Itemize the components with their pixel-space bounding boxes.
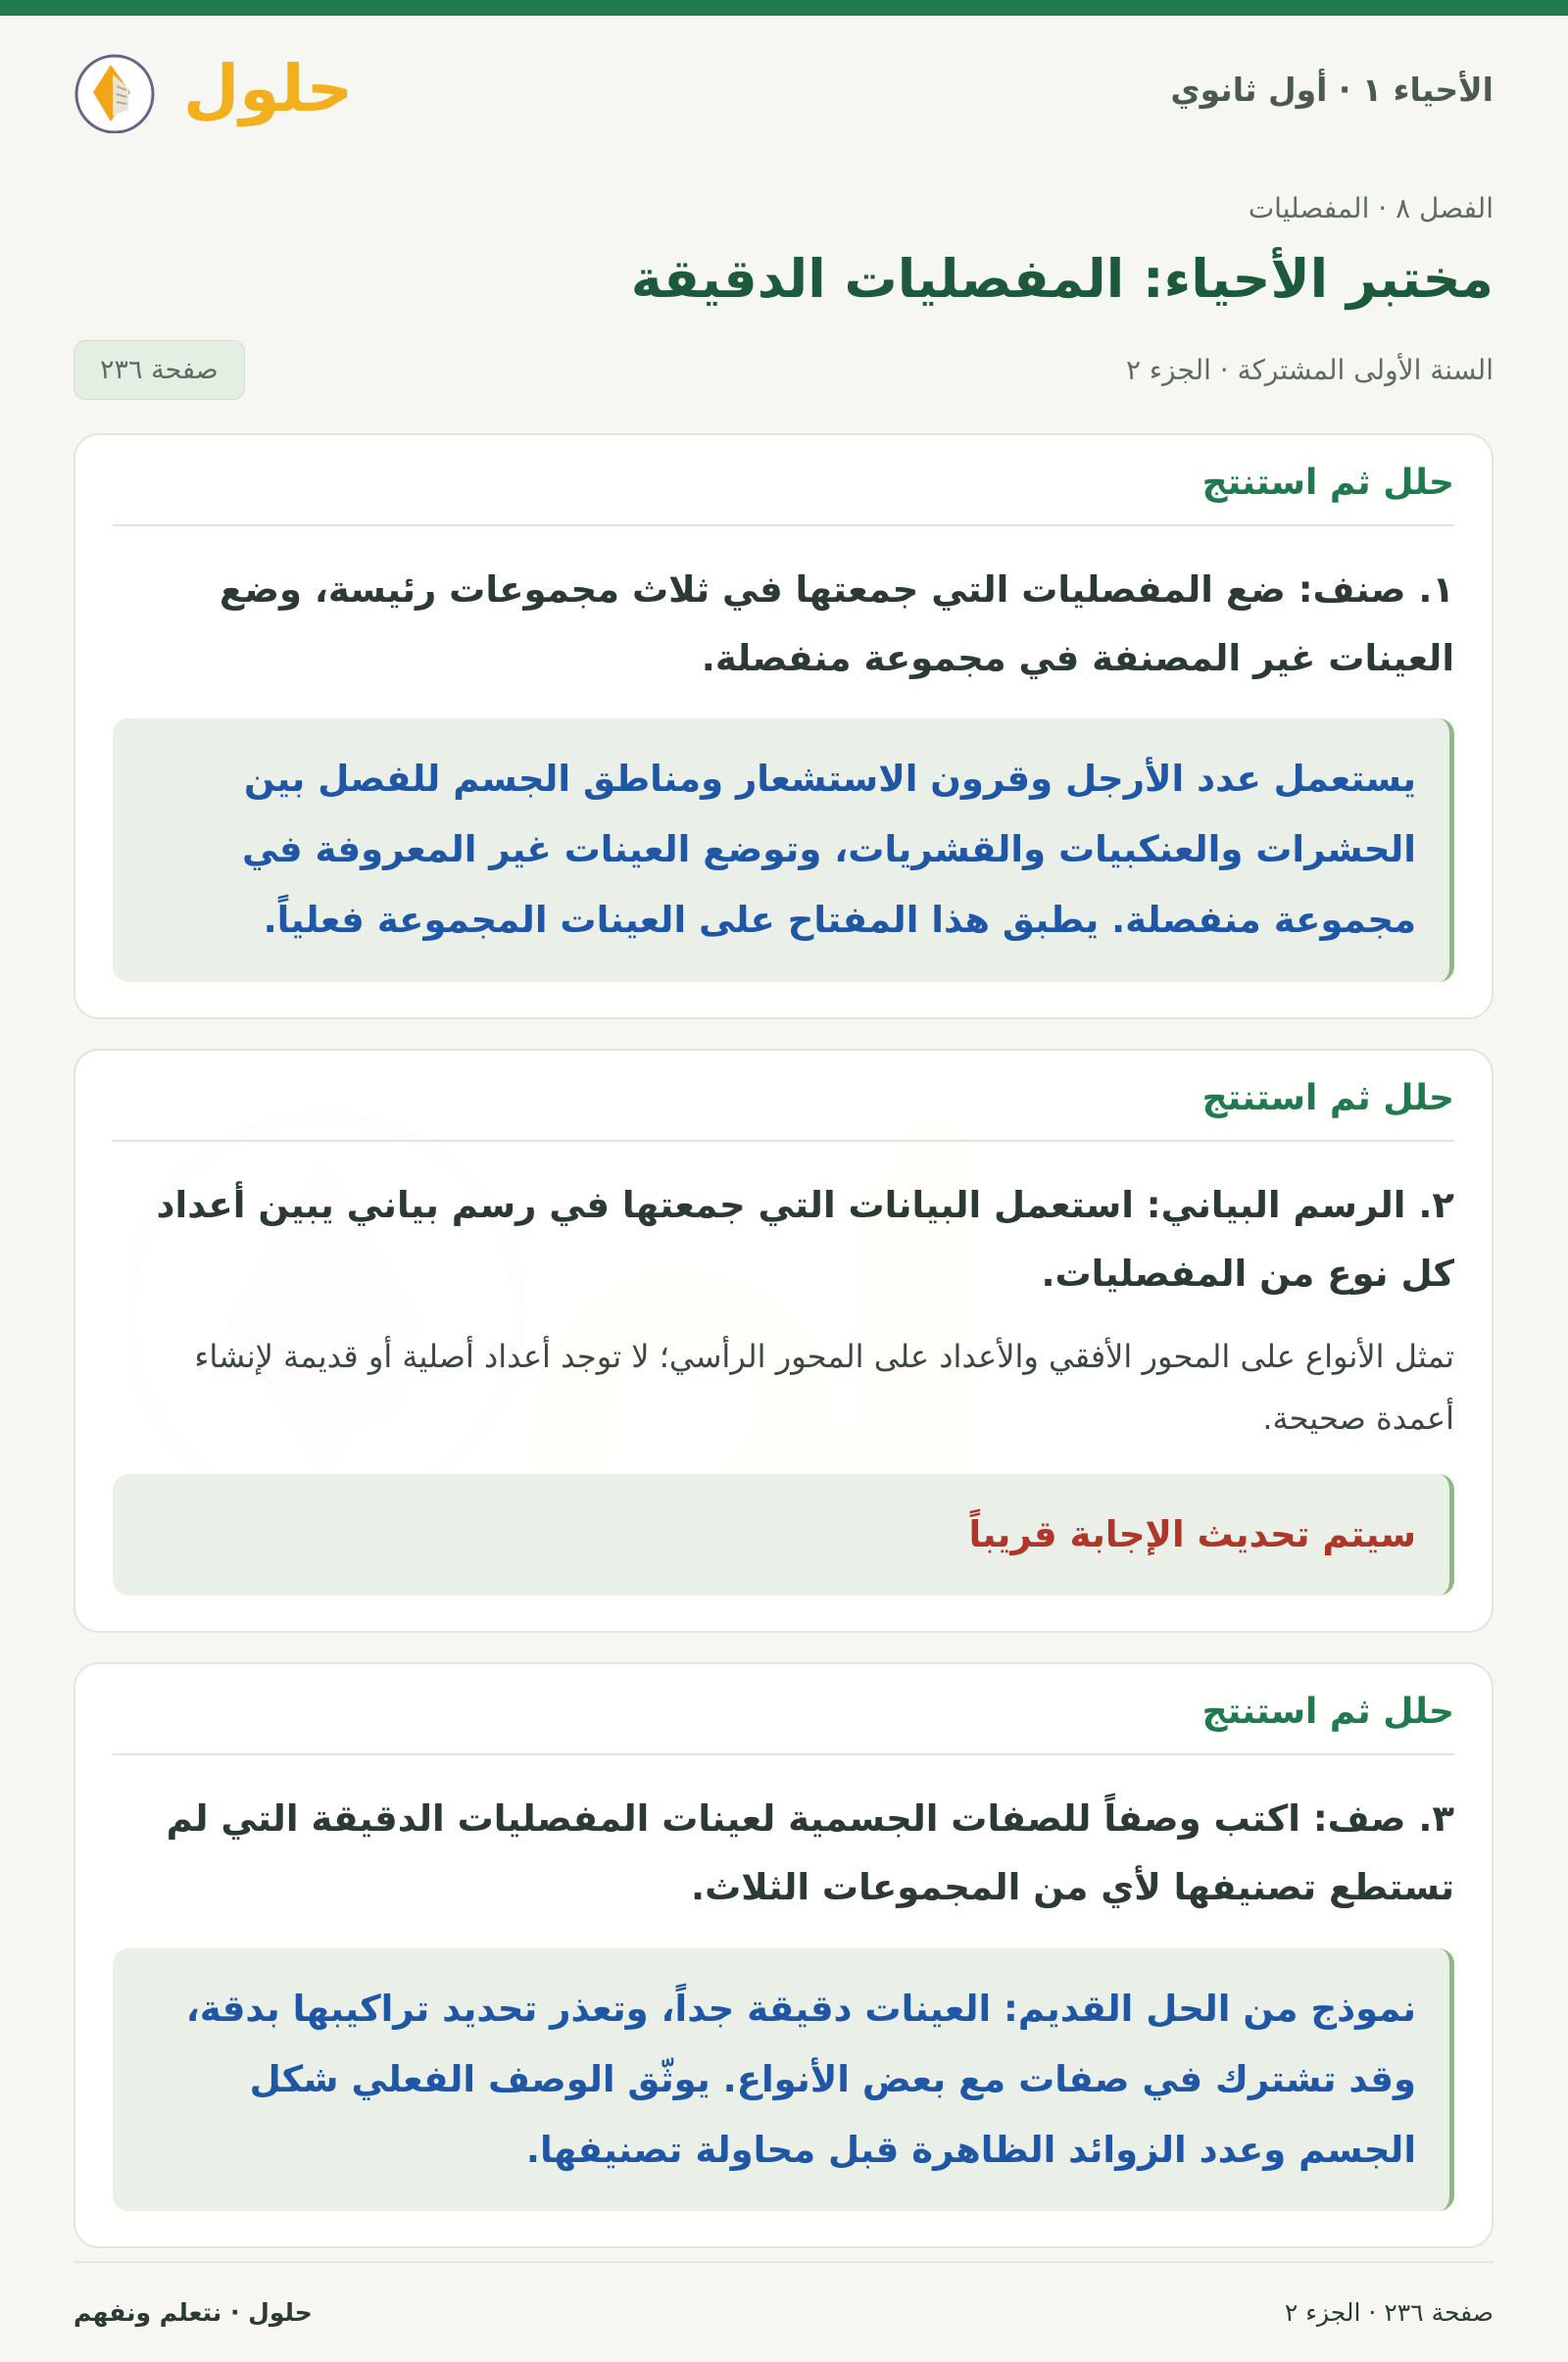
question-card (74, 433, 1494, 1019)
chapter-label: الفصل ٨ · المفصليات (1248, 192, 1494, 224)
card-heading: حلل ثم استنتج (113, 463, 1454, 526)
card-heading: حلل ثم استنتج (113, 1078, 1454, 1142)
page-header (74, 16, 1494, 163)
meta-row (74, 340, 1494, 400)
answer-box: نموذج من الحل القديم: العينات دقيقة جداً، وتعذر تحديد تراكيبها بدقة، وقد تشترك في صفات مع بعض الأنواع. يوثّق الوصف الفعلي شكل الجسم وعدد الزوائد الظاهرة قبل محاولة تصنيفها. (113, 1948, 1454, 2211)
site-logo[interactable] (74, 45, 354, 133)
top-accent-bar (0, 0, 1568, 16)
page-footer (74, 2261, 1494, 2327)
question-card (74, 1049, 1494, 1634)
card-heading: حلل ثم استنتج (113, 1692, 1454, 1755)
logo-wordmark: حلول (183, 51, 354, 126)
question-text: ١. صنف: ضع المفصليات التي جمعتها في ثلاث مجموعات رئيسة، وضع العينات غير المصنفة في مجموعة منفصلة. (219, 567, 1454, 679)
page-title: مختبر الأحياء: المفصليات الدقيقة (630, 248, 1494, 310)
question-text: ٣. صف: اكتب وصفاً للصفات الجسمية لعينات المفصليات الدقيقة التي لم تستطع تصنيفها لأي من المجموعات الثلاث. (166, 1797, 1454, 1909)
page-content (74, 16, 1494, 2248)
answer-box: يستعمل عدد الأرجل وقرون الاستشعار ومناطق الجسم للفصل بين الحشرات والعنكبيات والقشريات، وتوضع العينات غير المعروفة في مجموعة منفصلة. يطبق هذا المفتاح على العينات المجموعة فعلياً. (113, 718, 1454, 981)
page-badge: صفحة ٢٣٦ (74, 340, 245, 400)
footer-page-info: صفحة ٢٣٦ · الجزء ٢ (1284, 2298, 1494, 2327)
footer-brand: حلول · نتعلم ونفهم (74, 2298, 313, 2327)
pending-answer-box: سيتم تحديث الإجابة قريباً (113, 1474, 1454, 1596)
question-text: ٢. الرسم البياني: استعمل البيانات التي جمعتها في رسم بياني يبين أعداد كل نوع من المفصليات. (156, 1183, 1454, 1295)
question-note: تمثل الأنواع على المحور الأفقي والأعداد على المحور الرأسي؛ لا توجد أعداد أصلية أو قديمة لإنشاء أعمدة صحيحة. (194, 1338, 1454, 1437)
question-card (74, 1662, 1494, 2248)
edition-label: السنة الأولى المشتركة · الجزء ٢ (1125, 353, 1494, 386)
subject-label: الأحياء ١ · أول ثانوي (1170, 70, 1494, 109)
